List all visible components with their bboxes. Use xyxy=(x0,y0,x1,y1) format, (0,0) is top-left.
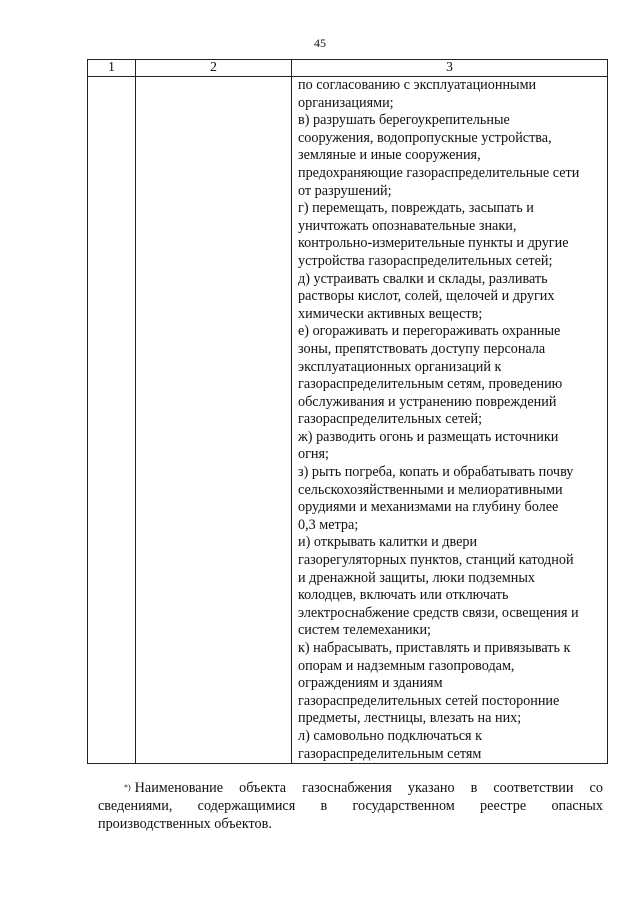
text-line: зоны, препятствовать доступу персонала xyxy=(298,340,546,357)
table-row xyxy=(88,77,608,764)
text-line: в) разрушать берегоукрепительные xyxy=(298,112,510,129)
text-line: газорегуляторных пунктов, станций катодной xyxy=(298,552,574,569)
footnote-word: в xyxy=(320,798,328,814)
text-line: предметы, лестницы, влезать на них; xyxy=(298,710,522,727)
text-line: газораспределительных сетей посторонние xyxy=(298,692,560,709)
footnote-word: соответствии xyxy=(493,780,574,796)
text-line: сельскохозяйственными и мелиоративными xyxy=(298,481,563,498)
text-line: г) перемещать, повреждать, засыпать и xyxy=(298,200,534,217)
text-line: и) открывать калитки и двери xyxy=(298,534,478,551)
text-line: газораспределительным сетям, проведению xyxy=(298,376,563,393)
footnote-word: газоснабжения xyxy=(302,780,392,796)
text-line: опорам и надземным газопроводам, xyxy=(298,657,515,674)
text-line: эксплуатационных организаций к xyxy=(298,358,502,375)
footnote-word: содержащимися xyxy=(197,798,296,814)
footnote-line-1-text xyxy=(135,779,603,797)
text-line: ограждениям и зданиям xyxy=(298,675,443,692)
text-line: 0,3 метра; xyxy=(298,516,359,533)
footnote-line-2 xyxy=(98,797,603,815)
footnote xyxy=(98,779,603,833)
text-line: к) набрасывать, приставлять и привязывать к xyxy=(298,640,571,656)
text-line: химически активных веществ; xyxy=(298,305,483,322)
footnote-marker: *) xyxy=(124,783,131,792)
text-line: ж) разводить огонь и размещать источники xyxy=(298,428,559,445)
footnote-word: государственном xyxy=(352,798,455,814)
column-header-1: 1 xyxy=(88,60,136,77)
footnote-word: в xyxy=(470,780,478,796)
text-line: по согласованию с эксплуатационными xyxy=(298,77,537,93)
footnote-word: со xyxy=(589,780,603,796)
text-line: газораспределительным сетям xyxy=(298,745,482,762)
text-line: л) самовольно подключаться к xyxy=(298,727,483,744)
footnote-word: указано xyxy=(407,780,455,796)
text-line: орудиями и механизмами на глубину более xyxy=(298,499,559,516)
footnote-line-3: производственных объектов. xyxy=(98,816,272,832)
text-line: устройства газораспределительных сетей; xyxy=(298,252,553,269)
text-line: з) рыть погреба, копать и обрабатывать почву xyxy=(298,464,574,481)
page-number: 45 xyxy=(314,36,326,50)
column-header-3: 3 xyxy=(292,60,608,77)
text-line: сооружения, водопропускные устройства, xyxy=(298,129,552,146)
document-table xyxy=(87,59,608,764)
text-line: огня; xyxy=(298,446,329,463)
footnote-word: опасных xyxy=(551,798,603,814)
cell-col-2 xyxy=(136,77,292,764)
text-line: колодцев, включать или отключать xyxy=(298,587,509,604)
text-line: земляные и иные сооружения, xyxy=(298,147,481,164)
text-line: организациями; xyxy=(298,94,394,111)
text-line: и дренажной защиты, люки подземных xyxy=(298,569,535,586)
footnote-word: реестре xyxy=(480,798,527,814)
text-line: от разрушений; xyxy=(298,182,392,199)
footnote-word: объекта xyxy=(239,780,287,796)
restrictions-text xyxy=(292,77,607,763)
text-line: газораспределительных сетей; xyxy=(298,411,483,428)
column-header-2: 2 xyxy=(136,60,292,77)
cell-col-3 xyxy=(292,77,608,764)
footnote-word: сведениями, xyxy=(98,798,173,814)
footnote-line-1 xyxy=(98,779,603,797)
text-line: контрольно-измерительные пункты и другие xyxy=(298,235,569,252)
text-line: систем телемеханики; xyxy=(298,622,431,639)
text-line: предохраняющие газораспределительные сети xyxy=(298,164,580,181)
text-line: электроснабжение средств связи, освещения и xyxy=(298,604,579,621)
footnote-word: Наименование xyxy=(134,780,224,796)
table-header-row xyxy=(88,60,608,77)
text-line: уничтожать опознавательные знаки, xyxy=(298,217,517,234)
text-line: е) огораживать и перегораживать охранные xyxy=(298,323,561,340)
text-line: обслуживания и устранению повреждений xyxy=(298,393,557,410)
cell-col-1 xyxy=(88,77,136,764)
text-line: д) устраивать свалки и склады, разливать xyxy=(298,270,548,287)
text-line: растворы кислот, солей, щелочей и других xyxy=(298,288,555,305)
